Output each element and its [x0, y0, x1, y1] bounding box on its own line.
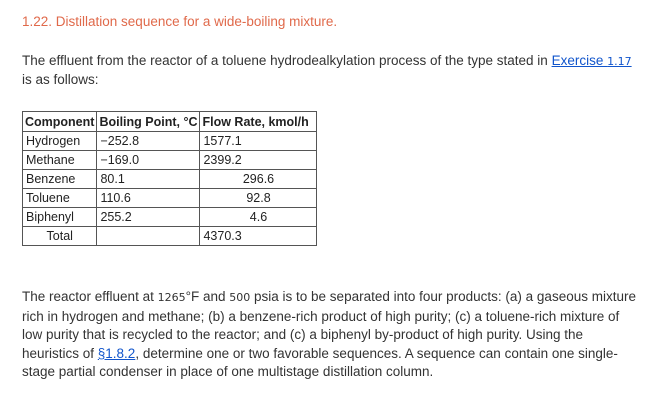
header-boiling-point: Boiling Point, °C [97, 112, 200, 132]
cell-boiling-point: −252.8 [97, 132, 200, 151]
outro-text-3: psia is to be separated into four products: (a) a gaseous mixture rich in hydrogen and methane; (b) a benzene-rich product of high purity; (c) a toluene-rich mixture of low purity that is recycled to the reactor; and (c) a biphenyl by-product of high purity. Using the heuristics of [22, 289, 636, 361]
intro-text-end: is as follows: [22, 72, 99, 87]
outro-text-2: °F and [185, 289, 230, 304]
pressure-value: 500 [229, 291, 251, 304]
temperature-value: 1265 [157, 291, 186, 304]
table-total-row [23, 227, 317, 246]
header-flow-rate: Flow Rate, kmol/h [200, 112, 317, 132]
effluent-table [22, 111, 317, 246]
header-component: Component [23, 112, 97, 132]
cell-boiling-point: 255.2 [97, 208, 200, 227]
cell-boiling-point: −169.0 [97, 151, 200, 170]
table-row [23, 208, 317, 227]
intro-paragraph [22, 52, 640, 89]
cell-component: Hydrogen [23, 132, 97, 151]
intro-text: The effluent from the reactor of a toluene hydrodealkylation process of the type stated in [22, 53, 552, 68]
table-row [23, 189, 317, 208]
cell-flow-rate: 1577.1 [200, 132, 317, 151]
exercise-link[interactable] [552, 53, 632, 68]
cell-component: Biphenyl [23, 208, 97, 227]
cell-total-boiling-point [97, 227, 200, 246]
cell-flow-rate: 4.6 [200, 208, 317, 227]
cell-flow-rate: 92.8 [200, 189, 317, 208]
cell-boiling-point: 110.6 [97, 189, 200, 208]
cell-boiling-point: 80.1 [97, 170, 200, 189]
exercise-link-number: 1.17 [607, 55, 632, 68]
cell-flow-rate: 296.6 [200, 170, 317, 189]
table-header-row [23, 112, 317, 132]
section-link[interactable]: §1.8.2 [97, 345, 136, 361]
outro-text-1: The reactor effluent at [22, 289, 158, 304]
table-row [23, 170, 317, 189]
exercise-heading: 1.22. Distillation sequence for a wide-boiling mixture. [22, 14, 338, 29]
cell-total-flow-rate: 4370.3 [200, 227, 317, 246]
outro-text-4: , determine one or two favorable sequences. A sequence can contain one single-stage partial condenser in place of one multistage distillation column. [22, 345, 618, 379]
exercise-link-word: Exercise [551, 53, 608, 68]
cell-component: Benzene [23, 170, 97, 189]
cell-component: Methane [23, 151, 97, 170]
cell-total-label: Total [23, 227, 97, 246]
table-row [23, 151, 317, 170]
cell-component: Toluene [23, 189, 97, 208]
problem-paragraph [22, 288, 640, 382]
cell-flow-rate: 2399.2 [200, 151, 317, 170]
table-row [23, 132, 317, 151]
